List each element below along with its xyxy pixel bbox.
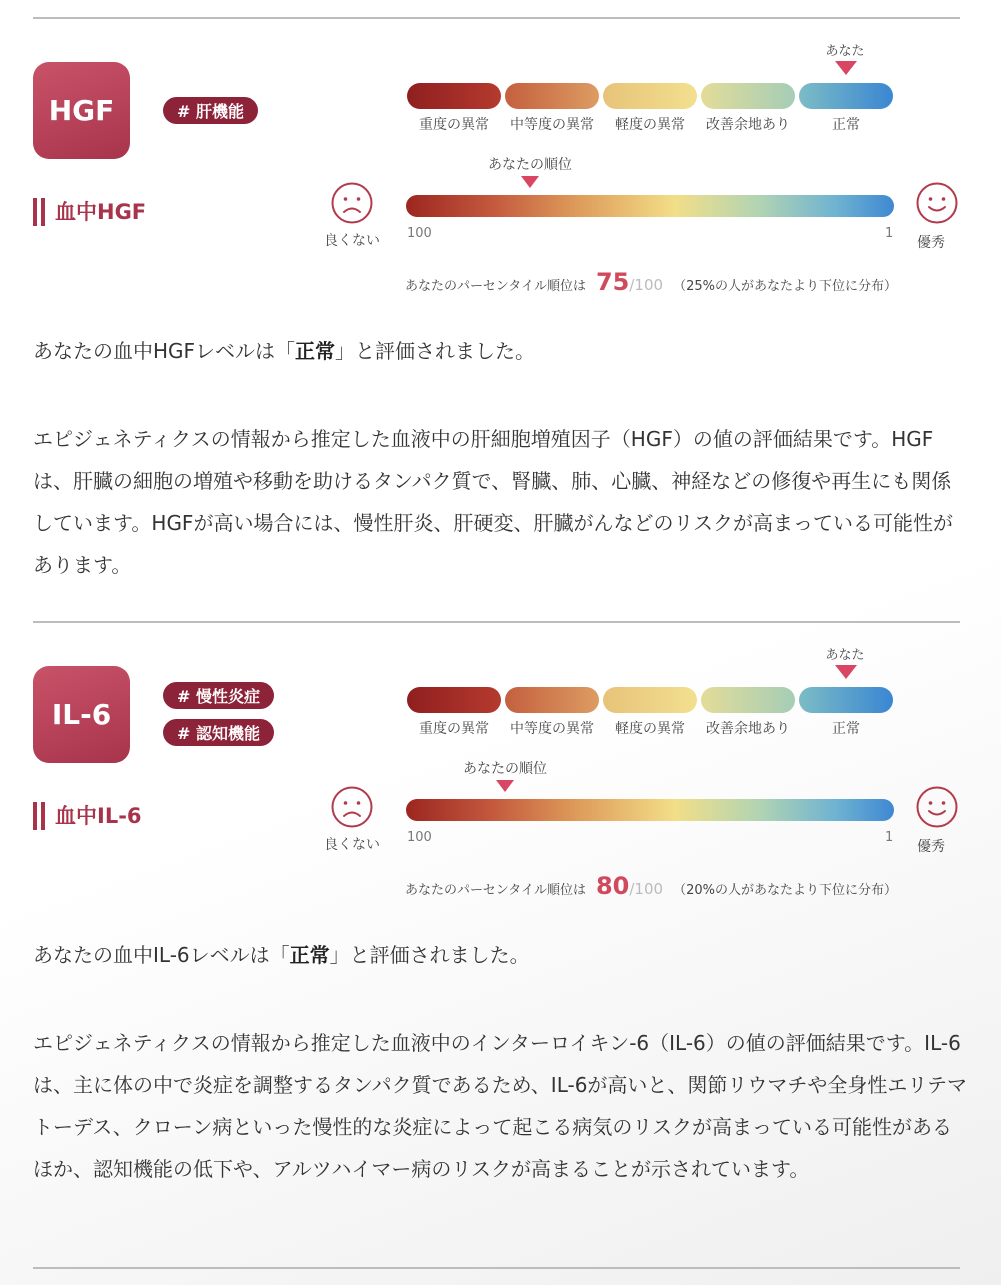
you-marker-icon (835, 665, 857, 679)
gauge-label-moderate: 中等度の異常 (510, 117, 594, 133)
percentile-note: （25%の人があなたより下位に分布） (673, 279, 897, 294)
gauge-segment-room (701, 83, 795, 109)
summary-status: 正常 (295, 339, 336, 363)
bad-label: 良くない (324, 233, 380, 249)
percentile-gradient-bar (406, 195, 894, 217)
marker-code-badge: HGF (33, 62, 130, 159)
gauge-segment-moderate (505, 687, 599, 713)
result-summary (33, 940, 530, 970)
summary-suffix: 」と評価されました。 (335, 339, 536, 363)
result-summary (33, 336, 535, 366)
gauge-segment-normal (799, 83, 893, 109)
gauge-segment-moderate (505, 83, 599, 109)
tag-cognitive-function: # 認知機能 (163, 719, 274, 746)
marker-code-badge: IL-6 (33, 666, 130, 763)
tick-left: 100 (407, 226, 432, 241)
summary-prefix: あなたの血中IL-6レベルは「 (33, 943, 290, 967)
subtitle-bar-icon (33, 802, 45, 830)
gauge-segment-room (701, 687, 795, 713)
you-label: あなた (825, 648, 865, 663)
percentile-value: 75 (595, 268, 630, 296)
gauge-segment-mild (603, 687, 697, 713)
gauge-label-normal: 正常 (832, 117, 860, 133)
you-label: あなた (825, 44, 865, 59)
good-label: 優秀 (917, 235, 945, 251)
bad-label: 良くない (324, 837, 380, 853)
percentile-note: （20%の人があなたより下位に分布） (673, 883, 897, 898)
rank-label: あなたの順位 (488, 157, 572, 173)
percentile-line (405, 872, 905, 902)
percentile-of: /100 (629, 880, 664, 898)
gauge-label-moderate: 中等度の異常 (510, 721, 594, 737)
sad-face-icon (331, 786, 373, 828)
subtitle-bar-icon (33, 198, 45, 226)
percentile-prefix: あなたのパーセンタイル順位は (405, 279, 586, 294)
divider-bottom (33, 1267, 960, 1269)
rank-label: あなたの順位 (463, 761, 547, 777)
gauge-segment-severe (407, 687, 501, 713)
tick-right: 1 (885, 830, 894, 845)
result-description: エピジェネティクスの情報から推定した血液中のインターロイキン-6（IL-6）の値の評価結果です。IL-6は、主に体の中で炎症を調整するタンパク質であるため、IL-6が高いと、関節リウマチや全身性エリテマトーデス、クローン病といった慢性的な炎症によって起こる病気のリスクが高まっている可能性があるほか、認知機能の低下や、アルツハイマー病のリスクが高まることが示されています。 (33, 1031, 968, 1181)
gauge-label-severe: 重度の異常 (419, 117, 489, 133)
percentile-line (405, 268, 905, 298)
sad-face-icon (331, 182, 373, 224)
tag-chronic-inflammation: # 慢性炎症 (163, 682, 274, 709)
gauge-label-mild: 軽度の異常 (615, 721, 685, 737)
gauge-label-room: 改善余地あり (706, 721, 790, 737)
summary-status: 正常 (289, 943, 330, 967)
good-label: 優秀 (917, 839, 945, 855)
gauge-segment-normal (799, 687, 893, 713)
happy-face-icon (916, 182, 958, 224)
il6-section (0, 622, 1001, 1202)
gauge-segment-severe (407, 83, 501, 109)
happy-face-icon (916, 786, 958, 828)
marker-subtitle: 血中HGF (55, 200, 147, 224)
gauge-label-room: 改善余地あり (706, 117, 790, 133)
marker-subtitle: 血中IL-6 (55, 804, 142, 828)
percentile-value: 80 (595, 872, 630, 900)
you-marker-icon (835, 61, 857, 75)
rank-marker-icon (496, 780, 514, 792)
gauge-label-mild: 軽度の異常 (615, 117, 685, 133)
percentile-gradient-bar (406, 799, 894, 821)
summary-suffix: 」と評価されました。 (329, 943, 530, 967)
gauge-segment-mild (603, 83, 697, 109)
percentile-prefix: あなたのパーセンタイル順位は (405, 883, 586, 898)
tag-liver-function: # 肝機能 (163, 97, 258, 124)
gauge-label-severe: 重度の異常 (419, 721, 489, 737)
rank-marker-icon (521, 176, 539, 188)
result-description: エピジェネティクスの情報から推定した血液中の肝細胞増殖因子（HGF）の値の評価結果です。HGFは、肝臓の細胞の増殖や移動を助けるタンパク質で、腎臓、肺、心臓、神経などの修復や再生にも関係しています。HGFが高い場合には、慢性肝炎、肝硬変、肝臓がんなどのリスクが高まっている可能性があります。 (33, 427, 954, 577)
tick-left: 100 (407, 830, 432, 845)
hgf-section (0, 18, 1001, 598)
summary-prefix: あなたの血中HGFレベルは「 (33, 339, 296, 363)
tick-right: 1 (885, 226, 894, 241)
gauge-label-normal: 正常 (832, 721, 860, 737)
percentile-of: /100 (629, 276, 664, 294)
